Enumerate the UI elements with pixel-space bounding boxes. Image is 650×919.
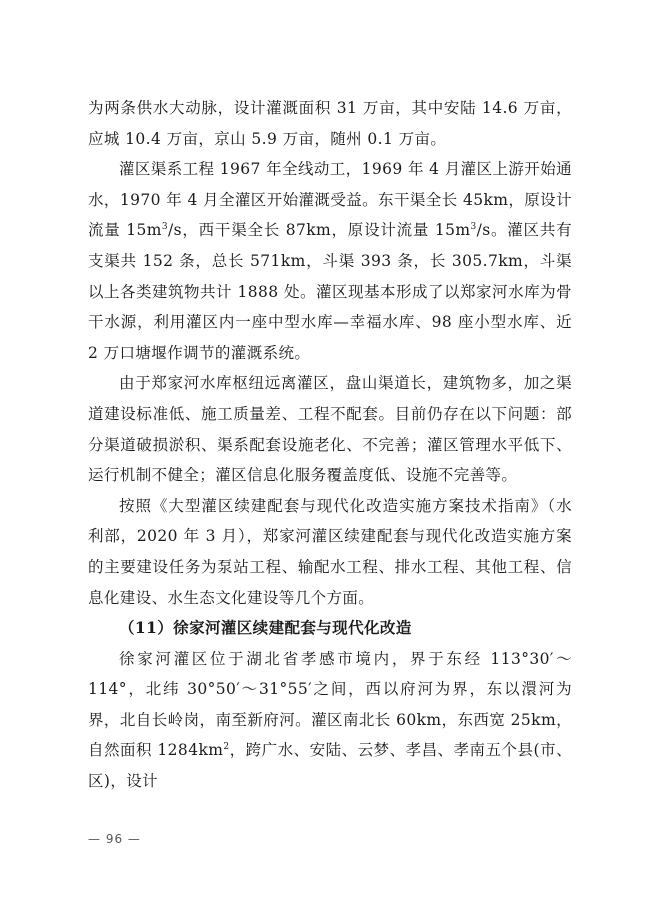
document-body xyxy=(88,93,572,797)
paragraph-zhengjiahe-canals xyxy=(88,154,572,368)
paragraph-xujiahe-location xyxy=(88,644,572,797)
superscript: 2 xyxy=(223,742,230,753)
superscript: 3 xyxy=(161,222,169,233)
page-number: — 96 — xyxy=(88,832,141,846)
text-segment: /s，西干渠全长 87km，原设计流量 15m xyxy=(168,221,471,240)
text-segment: 徐家河灌区位于湖北省孝感市境内，界于东经 113°30′～114°，北纬 30°50′～31°55′之间，西以府河为界，东以澴河为界，北自长岭岗，南至新府河。灌区南北长 60km，东西宽 25km，自然面积 1284km xyxy=(88,649,572,760)
paragraph-zhengjiahe-plan: 按照《大型灌区续建配套与现代化改造实施方案技术指南》（水利部，2020 年 3 月），郑家河灌区续建配套与现代化改造实施方案的主要建设任务为泵站工程、输配水工程、排水工程、其他工程、信息化建设、水生态文化建设等几个方面。 xyxy=(88,496,572,607)
text-segment: /s。灌区共有支渠共 152 条，总长 571km，斗渠 393 条，长 305.7km，斗渠以上各类建筑物共计 1888 处。灌区现基本形成了以郑家河水库为骨干水源，利用灌区内一座中型水库—幸福水库、98 座小型水库、近 2 万口塘堰作调节的灌溉系统。 xyxy=(88,221,572,362)
superscript: 3 xyxy=(470,222,477,233)
paragraph-zhengjiahe-problems: 由于郑家河水库枢纽远离灌区，盘山渠道长，建筑物多，加之渠道建设标准低、施工质量差、工程不配套。目前仍存在以下问题：部分渠道破损淤积、渠系配套设施老化、不完善；灌区管理水平低下、运行机制不健全；灌区信息化服务覆盖度低、设施不完善等。 xyxy=(88,374,572,485)
text-segment: ，跨广水、安陆、云梦、孝昌、孝南五个县(市、区)，设计 xyxy=(88,741,572,791)
text-segment: 灌区渠系工程 1967 年全线动工，1969 年 4 月灌区上游开始通水，1970 年 4 月全灌区开始灌溉受益。东干渠全长 45km，原设计流量 15m xyxy=(88,160,572,240)
section-heading-xujiahe: （11）徐家河灌区续建配套与现代化改造 xyxy=(119,618,412,638)
paragraph-zhengjiahe-area: 为两条供水大动脉，设计灌溉面积 31 万亩，其中安陆 14.6 万亩，应城 10.4 万亩，京山 5.9 万亩，随州 0.1 万亩。 xyxy=(88,99,572,148)
